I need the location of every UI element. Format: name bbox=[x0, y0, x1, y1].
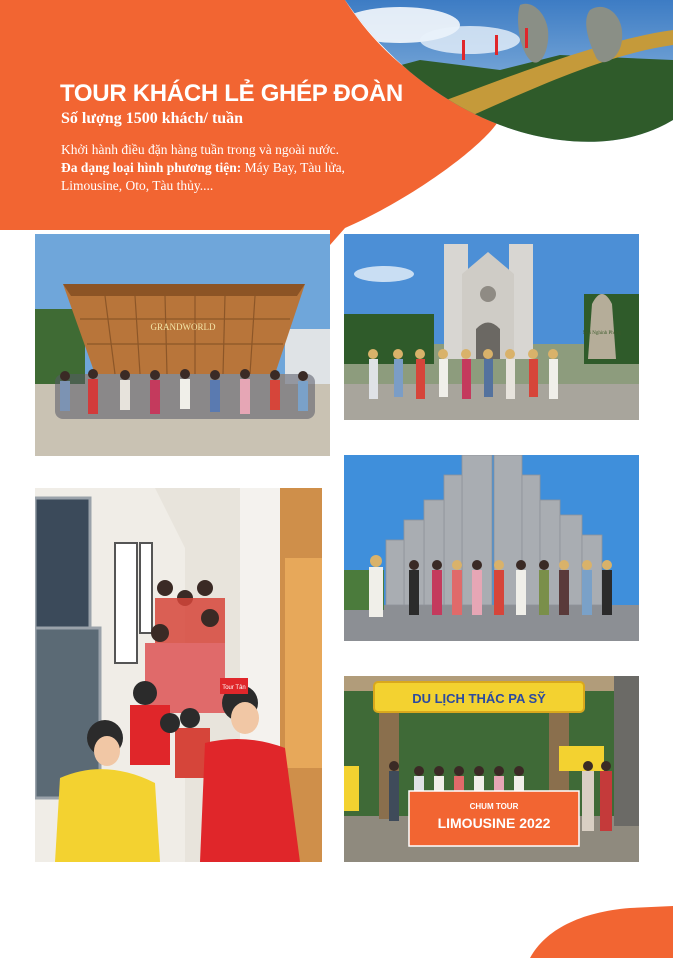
transport-label: Đa dạng loại hình phương tiện: bbox=[61, 160, 242, 175]
banner-line1: CHUM TOUR bbox=[469, 802, 519, 811]
photo-church bbox=[344, 234, 639, 420]
pa-sy-sign: DU LỊCH THÁC PA SỸ bbox=[412, 691, 546, 706]
train-sign: Tour Tân bbox=[222, 685, 246, 691]
photo-train-cabin bbox=[35, 488, 322, 862]
transport-list: Máy Bay, Tàu lửa, Limousine, Oto, Tàu thủy.... bbox=[61, 160, 345, 193]
photo-pa-sy-waterfall bbox=[344, 676, 639, 862]
page-title: TOUR KHÁCH LẺ GHÉP ĐOÀN bbox=[60, 80, 403, 107]
corner-accent bbox=[520, 900, 673, 958]
capacity-subtitle: Số lượng 1500 khách/ tuần bbox=[61, 110, 244, 127]
photo-grand-world bbox=[35, 234, 330, 456]
stele-text: Mũi Nghinh Phong bbox=[582, 331, 622, 336]
departure-line: Khởi hành điều đặn hàng tuần trong và ngoài nước. bbox=[61, 142, 340, 157]
photo-stone-monument bbox=[344, 455, 639, 641]
banner-line2: LIMOUSINE 2022 bbox=[437, 815, 551, 831]
grand-world-sign: GRANDWORLD bbox=[150, 322, 216, 332]
tour-description bbox=[61, 141, 391, 195]
